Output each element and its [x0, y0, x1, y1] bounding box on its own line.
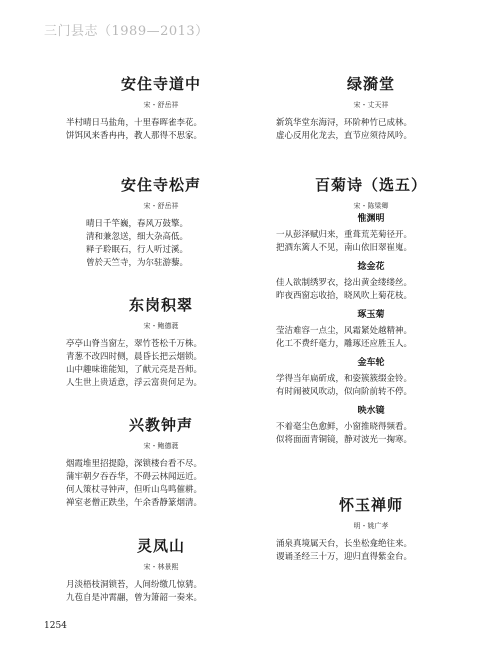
poem-subtitle: 琢玉菊	[357, 310, 385, 320]
page-number: 1254	[44, 621, 67, 631]
poem-author: 宋・丈天祥	[353, 101, 389, 109]
poem-line: 新筑华堂东海浔，环阶种竹已成林。	[276, 118, 413, 128]
poem-body	[276, 373, 466, 399]
poem-body	[276, 421, 466, 447]
poem-subtitle: 惟渊明	[357, 214, 385, 224]
poem-author: 宋・舒岳祥	[143, 202, 179, 210]
poem-body	[66, 218, 256, 270]
poem-subtitle: 捻金花	[357, 262, 385, 272]
poem-author: 宋・鲍德蕤	[143, 442, 179, 450]
poem-line: 饼饵风来香冉冉，教人那得不思家。	[66, 131, 203, 141]
poem-line: 晴日千竿巍，春风万鼓擎。	[86, 219, 189, 229]
poem-body	[276, 117, 466, 143]
poem-line: 虚心反用化龙去，直节应须待风吟。	[276, 131, 413, 141]
poem-body	[276, 538, 466, 564]
poem-line: 似将面面青铜镜，静对波光一掬寒。	[276, 435, 413, 445]
poem-line: 一从彭泽赋归来，重葺荒芜菊径开。	[276, 230, 413, 240]
poem-author: 宋・林景熙	[143, 563, 179, 571]
poem-line: 何人策杖寻钟声，但听山鸟鸣催耕。	[66, 485, 203, 495]
poem-title: 安住寺松声	[120, 176, 201, 194]
poem-lvyi-hall	[276, 74, 466, 143]
running-head: 三门县志（1989—2013）	[44, 24, 209, 39]
poem-title: 安住寺道中	[120, 75, 201, 93]
poem-subtitle: 金车轮	[357, 358, 385, 368]
poem-line: 涌泉真境属天台，长坐松龛绝往来。	[276, 539, 413, 549]
poem-line: 九苞自是冲霄翮，曾为箫韶一奏来。	[66, 593, 203, 603]
poem-title: 灵凤山	[136, 537, 185, 555]
poem-line: 半村晴日马盐角，十里春晖雀李花。	[66, 118, 203, 128]
poem-baiju	[276, 175, 466, 447]
poem-line: 烟霞堆里招提隐，深锁楼台看不尽。	[66, 459, 203, 469]
poem-anzhu-road	[66, 74, 256, 143]
poem-body	[66, 458, 256, 510]
poem-line: 曾於天竺寺，为尔驻游藜。	[86, 258, 189, 268]
poem-body	[276, 325, 466, 351]
poem-huaiyu	[276, 495, 466, 564]
poem-line: 亭亭山脊当窗左，翠竹苍松千万株。	[66, 339, 203, 349]
poem-lingfeng	[66, 536, 256, 605]
poem-line: 把酒东篱人不见，南山依旧翠崔嵬。	[276, 243, 413, 253]
poem-title: 百菊诗（选五）	[314, 176, 427, 194]
poem-line: 谡诵圣经三十万，迎归直得紫金台。	[276, 552, 413, 562]
poem-body	[66, 117, 256, 143]
poem-line: 清和兼忽送，细大杂高低。	[86, 232, 189, 242]
poem-author: 宋・陈梁卿	[353, 202, 389, 210]
poem-title: 东岗积翠	[128, 296, 193, 314]
poem-line: 学得当年扁斫成，和姿簇簇缀金铃。	[276, 374, 413, 384]
poem-section	[276, 261, 466, 303]
poem-author: 宋・舒岳祥	[143, 101, 179, 109]
poem-author: 明・姚广孝	[353, 522, 389, 530]
poem-line: 人生世上贵适意，浮云富贵何足为。	[66, 378, 203, 388]
poem-line: 化工不费纤毫力，雕琢还应胜玉人。	[276, 339, 413, 349]
poem-section	[276, 357, 466, 399]
poem-title: 怀玉禅师	[338, 496, 403, 514]
poem-donggang	[66, 295, 256, 390]
poem-section	[276, 405, 466, 447]
poem-line: 山中趣味谁能知，了献元亮是吾师。	[66, 365, 203, 375]
poem-line: 佳人欲制绣罗衣，捻出黄金缕缕丝。	[276, 278, 413, 288]
poem-line: 昨夜西窗忘收拾，晓风吹上菊花枝。	[276, 291, 413, 301]
poem-anzhu-pine	[66, 175, 256, 270]
poem-section	[276, 213, 466, 255]
poem-body	[276, 277, 466, 303]
poem-line: 青葱不改四时侧，晨昏长把云烟锁。	[66, 352, 203, 362]
poem-body	[66, 338, 256, 390]
poem-subtitle: 映水镜	[357, 406, 385, 416]
poem-line: 有时闹被风吹动，似向阶前转不停。	[276, 387, 413, 397]
poem-section	[276, 309, 466, 351]
poem-author: 宋・鲍德蕤	[143, 322, 179, 330]
poem-line: 莹洁难容一点尘，风霜紧处越精神。	[276, 326, 413, 336]
poem-line: 禅室老僧正跌坐，午余香静篆烟清。	[66, 498, 203, 508]
poem-line: 月淡梧枝洞锁苔，人间纷缴几惊猜。	[66, 580, 203, 590]
poem-title: 绿漪堂	[346, 75, 395, 93]
poem-xingjiao	[66, 415, 256, 510]
poem-body	[66, 579, 256, 605]
poem-title: 兴教钟声	[128, 416, 193, 434]
poem-line: 释子聆眠石，行人听过溪。	[86, 245, 189, 255]
poem-line: 蒲牢朝夕吞吞华，不碍云林闻远近。	[66, 472, 203, 482]
poem-line: 不着毫尘色愈鲜，小窗推晓得频看。	[276, 422, 413, 432]
poem-body	[276, 229, 466, 255]
